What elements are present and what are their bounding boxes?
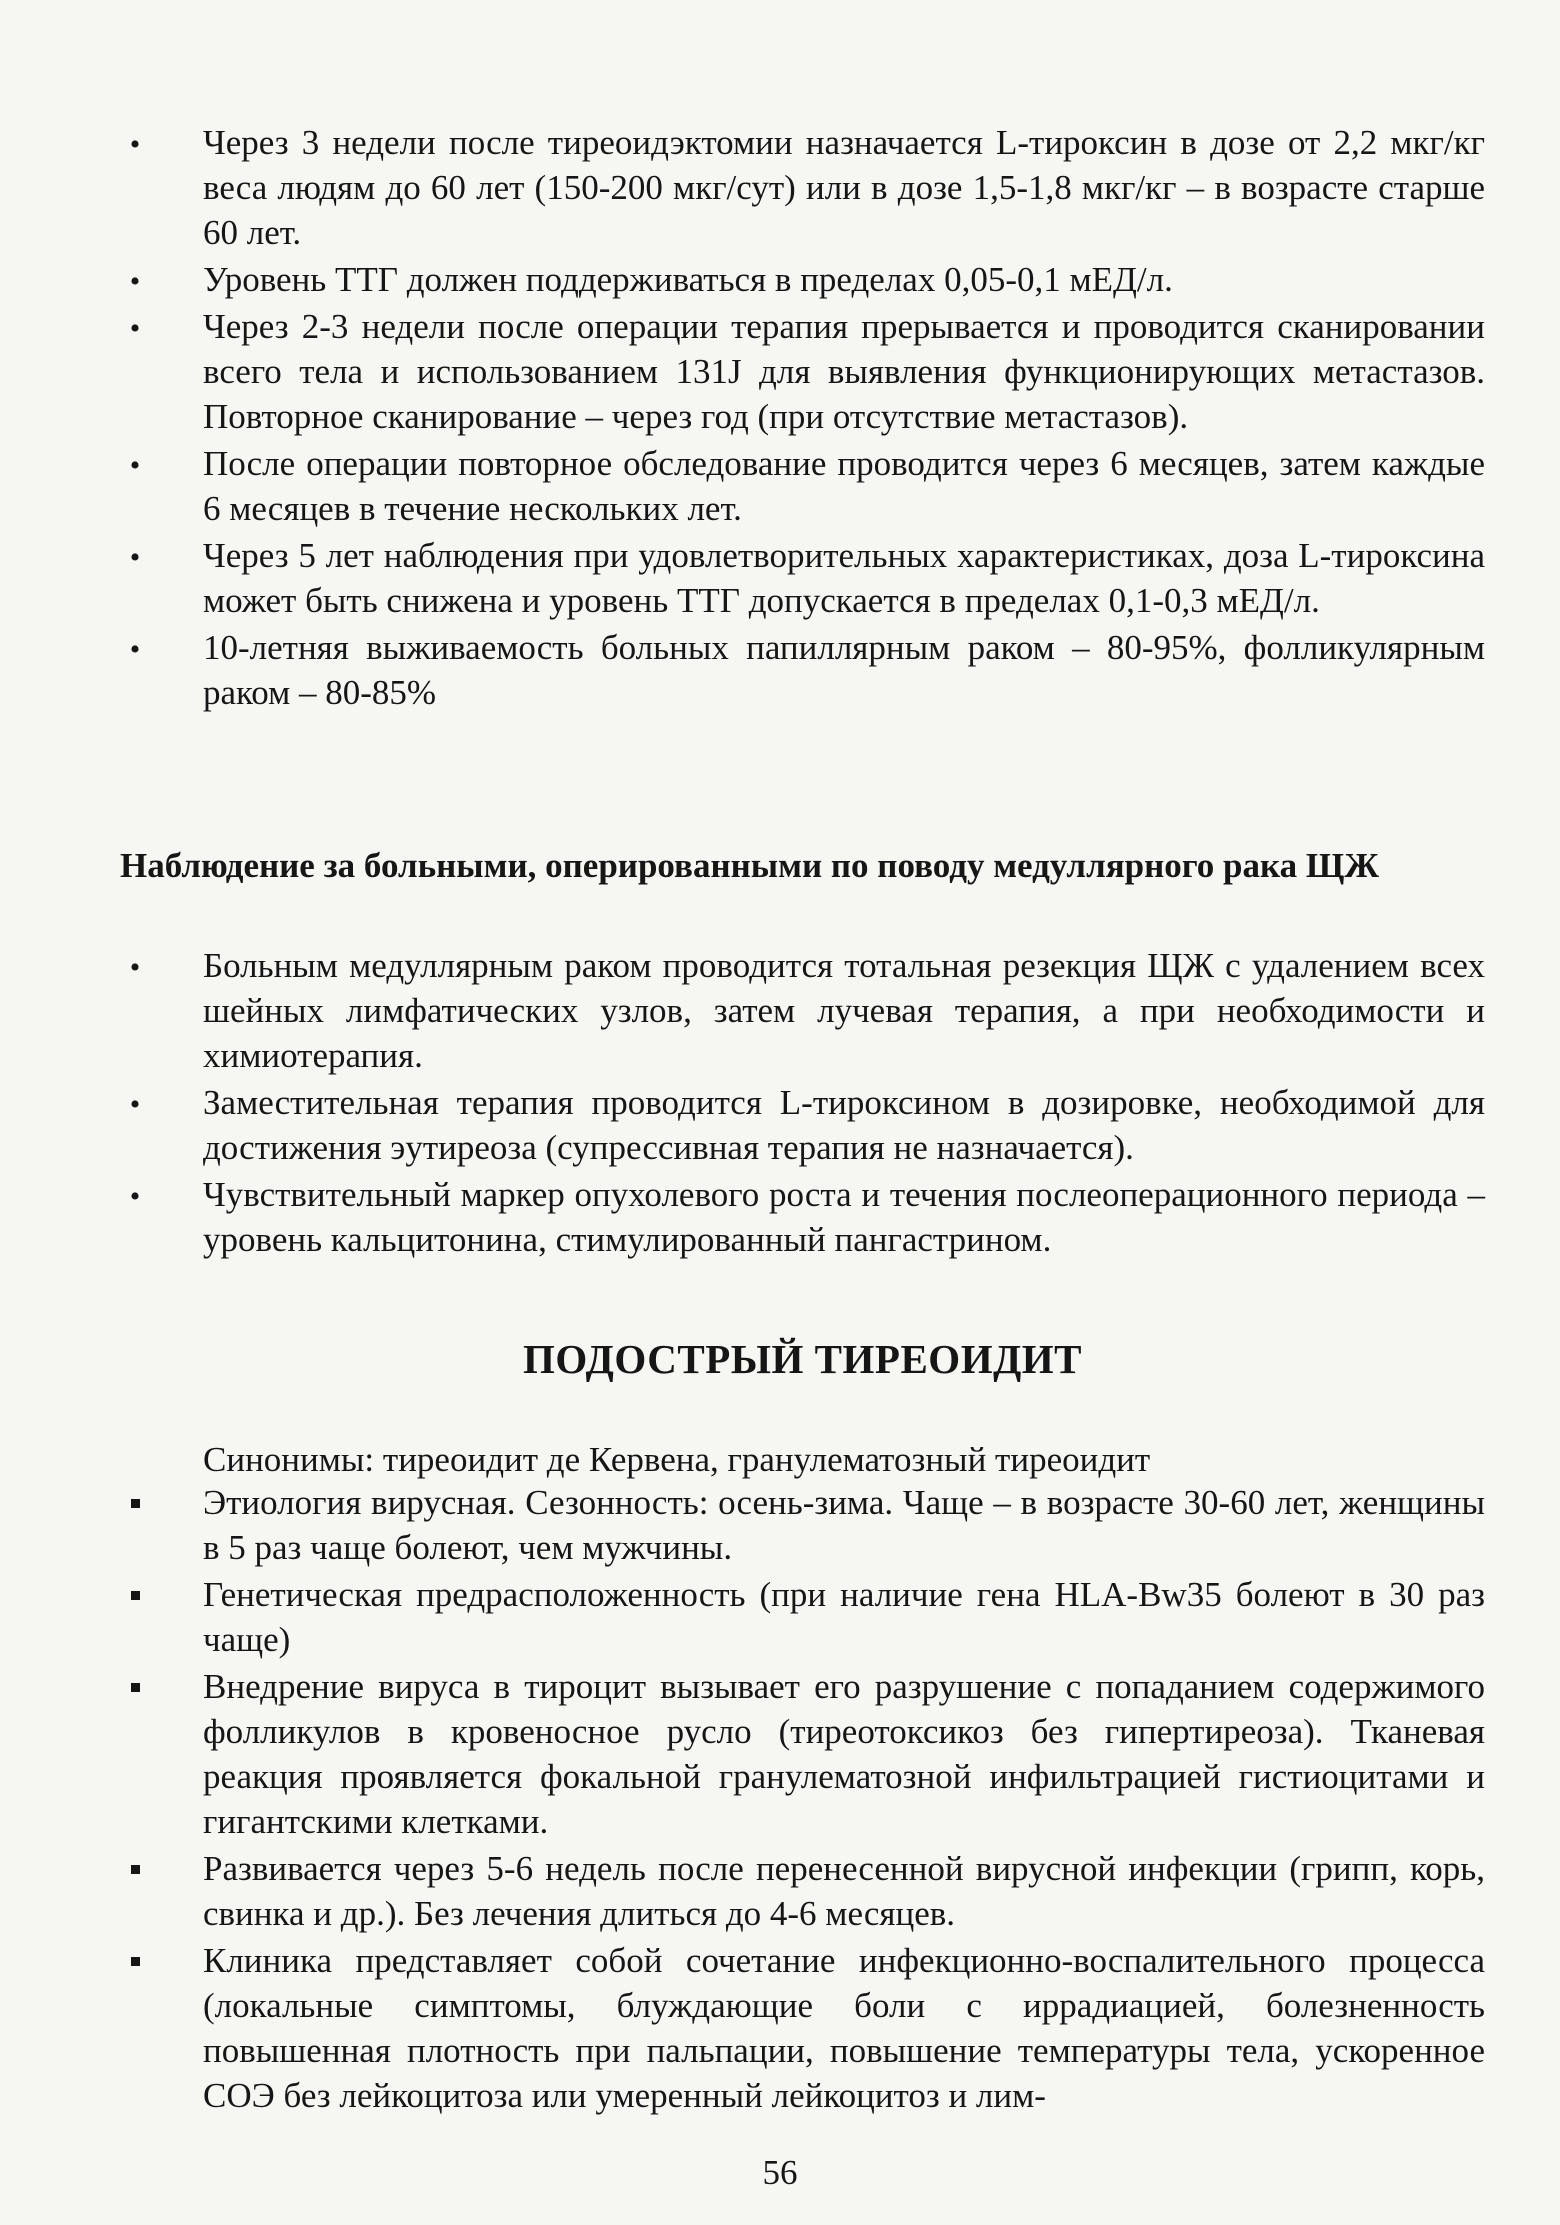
bullet-icon: [120, 257, 150, 304]
bullet-list-subacute-thyroiditis: [120, 1480, 1485, 2120]
bullet-icon: [120, 120, 150, 167]
square-bullet-icon: [120, 1572, 150, 1617]
subsection-heading: Наблюдение за больными, оперированными по поводу медуллярного рака ЩЖ: [120, 846, 1379, 885]
list-item-text: Генетическая предрасположенность (при наличие гена HLA-Bw35 болеют в 30 раз чаще): [203, 1575, 1485, 1659]
list-item-text: Внедрение вируса в тироцит вызывает его разрушение с попаданием содержимого фолликулов в кровеносное русло (тиреотоксикоз без гипертиреоза). Тканевая реакция проявляется фокальной гранулематозной инфильтрацией гистиоцитами и гигантскими клетками.: [203, 1667, 1485, 1841]
list-item-text: Через 2-3 недели после операции терапия прерывается и проводится сканировании всего тела и использованием 131J для выявления функционирующих метастазов. Повторное сканирование – через год (при отсутствие метастазов).: [203, 307, 1485, 436]
bullet-icon: [120, 441, 150, 488]
square-bullet-icon: [120, 1664, 150, 1709]
list-item: [120, 1938, 1485, 2118]
bullet-icon: [120, 533, 150, 580]
list-item: [120, 1572, 1485, 1662]
list-item-text: Чувствительный маркер опухолевого роста и течения послеоперационного периода – уровень кальцитонина, стимулированный пангастрином.: [203, 1175, 1485, 1259]
list-item: [120, 943, 1485, 1078]
list-item-text: Развивается через 5-6 недель после перенесенной вирусной инфекции (грипп, корь, свинка и др.). Без лечения длиться до 4-6 месяцев.: [203, 1849, 1485, 1933]
list-item: [120, 120, 1485, 255]
list-item: [120, 257, 1485, 302]
bullet-icon: [120, 304, 150, 351]
list-item-text: 10-летняя выживаемость больных папиллярным раком – 80-95%, фолликулярным раком – 80-85%: [203, 628, 1485, 712]
list-item: [120, 1080, 1485, 1170]
list-item-text: Через 3 недели после тиреоидэктомии назначается L-тироксин в дозе от 2,2 мкг/кг веса людям до 60 лет (150-200 мкг/сут) или в дозе 1,5-1,8 мкг/кг – в возрасте старше 60 лет.: [203, 123, 1485, 252]
list-item-text: После операции повторное обследование проводится через 6 месяцев, затем каждые 6 месяцев в течение нескольких лет.: [203, 444, 1485, 528]
list-item-text: Заместительная терапия проводится L-тироксином в дозировке, необходимой для достижения эутиреоза (супрессивная терапия не назначается).: [203, 1083, 1485, 1167]
list-item: [120, 1846, 1485, 1936]
list-item-text: Клиника представляет собой сочетание инфекционно-воспалительного процесса (локальные симптомы, блуждающие боли с иррадиацией, болезненность повышенная плотность при пальпации, повышение температуры тела, ускоренное СОЭ без лейкоцитоза или умеренный лейкоцитоз и лим-: [203, 1941, 1485, 2115]
bullet-icon: [120, 1080, 150, 1127]
list-item-text: Уровень ТТГ должен поддерживаться в пределах 0,05-0,1 мЕД/л.: [203, 260, 1173, 299]
bullet-icon: [120, 1172, 150, 1219]
bullet-list-medullary: [120, 943, 1485, 1264]
list-item-text: Через 5 лет наблюдения при удовлетворительных характеристиках, доза L-тироксина может быть снижена и уровень ТТГ допускается в пределах 0,1-0,3 мЕД/л.: [203, 536, 1485, 620]
list-item: [120, 1664, 1485, 1844]
list-item: [120, 1480, 1485, 1570]
square-bullet-icon: [120, 1846, 150, 1891]
list-item-text: Больным медуллярным раком проводится тотальная резекция ЩЖ с удалением всех шейных лимфатических узлов, затем лучевая терапия, а при необходимости и химиотерапия.: [203, 946, 1485, 1075]
square-bullet-icon: [120, 1480, 150, 1525]
synonyms-line: Синонимы: тиреоидит де Кервена, гранулематозный тиреоидит: [203, 1440, 1151, 1479]
list-item: [120, 625, 1485, 715]
list-item: [120, 533, 1485, 623]
list-item: [120, 1172, 1485, 1262]
bullet-icon: [120, 625, 150, 672]
bullet-list-postop-papillary: [120, 120, 1485, 717]
bullet-icon: [120, 943, 150, 990]
page-number: 56: [762, 2153, 798, 2192]
list-item-text: Этиология вирусная. Сезонность: осень-зима. Чаще – в возрасте 30-60 лет, женщины в 5 раз чаще болеют, чем мужчины.: [203, 1483, 1485, 1567]
square-bullet-icon: [120, 1938, 150, 1983]
list-item: [120, 441, 1485, 531]
list-item: [120, 304, 1485, 439]
section-title: ПОДОСТРЫЙ ТИРЕОИДИТ: [522, 1336, 1083, 1382]
